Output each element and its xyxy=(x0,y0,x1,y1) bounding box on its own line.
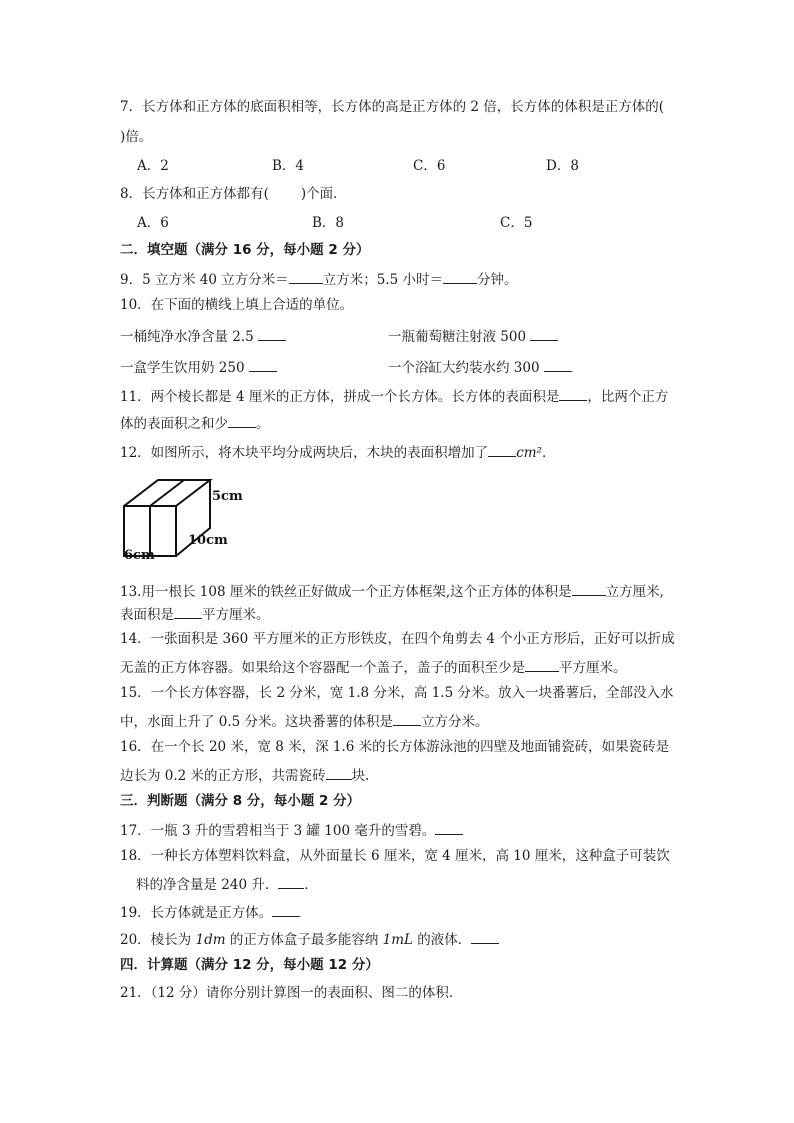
q10-item-4-text: 一个浴缸大约装水约 300 xyxy=(388,360,540,376)
q7-line2: )倍。 xyxy=(120,129,153,145)
q20-blank xyxy=(471,929,499,944)
q20-part1: 20．棱长为 xyxy=(120,932,196,948)
q13-part2: 立方厘米, xyxy=(605,584,664,600)
q15-blank xyxy=(393,711,421,726)
q8-option-a: A．6 xyxy=(137,215,169,231)
q14-part3: 平方厘米。 xyxy=(559,660,627,676)
q12-stem xyxy=(120,442,555,462)
q7-option-a: A．2 xyxy=(137,158,169,174)
q11-blank-1 xyxy=(559,386,587,401)
q15-line1: 15．一个长方体容器，长 2 分米，宽 1.8 分米，高 1.5 分米。放入一块番薯后，全部没入水 xyxy=(120,685,674,701)
q10-item-2 xyxy=(388,326,558,346)
q10-item-3-text: 一盒学生饮用奶 250 xyxy=(120,360,245,376)
q19-text: 19．长方体就是正方体。 xyxy=(120,905,273,921)
q10-item-3 xyxy=(120,357,277,377)
q10-item-2-text: 一瓶葡萄糖注射液 500 xyxy=(388,329,527,345)
q16-blank xyxy=(326,765,352,780)
q12-blank xyxy=(488,442,516,457)
q13-blank-1 xyxy=(572,581,606,596)
q7-option-d: D．8 xyxy=(546,158,579,174)
q15-part3: 立方分米。 xyxy=(421,714,489,730)
label-width: 6cm xyxy=(124,548,155,562)
q14-blank xyxy=(525,657,559,672)
label-height: 5cm xyxy=(212,489,243,504)
q16-part3: 块. xyxy=(351,768,370,784)
q9-blank-2 xyxy=(443,269,477,284)
q17-stem xyxy=(120,820,463,840)
q11-line2 xyxy=(120,413,270,433)
q9-part3: 分钟。 xyxy=(477,272,518,288)
q8-post: )个面． xyxy=(300,186,347,202)
q14-line1: 14．一张面积是 360 平方厘米的正方形铁皮，在四个角剪去 4 个小正方形后，正好可以折成 xyxy=(120,631,675,647)
q12-part1: 12．如图所示，将木块平均分成两块后，木块的表面积增加了 xyxy=(120,445,489,461)
q10-item-1-blank xyxy=(258,326,286,341)
q14-part2: 无盖的正方体容器。如果给这个容器配一个盖子，盖子的面积至少是 xyxy=(120,660,525,676)
q18-part2: 料的净含量是 240 升． xyxy=(136,877,279,893)
q10-item-4 xyxy=(388,357,572,377)
q17-blank xyxy=(435,820,463,835)
q10-title: 10．在下面的横线上填上合适的单位。 xyxy=(120,297,354,313)
q14-line2 xyxy=(120,657,627,677)
q16-part2: 边长为 0.2 米的正方形，共需瓷砖 xyxy=(120,768,326,784)
q9-blank-1 xyxy=(289,269,323,284)
q12-unit: cm² xyxy=(516,445,542,461)
q17-text: 17．一瓶 3 升的雪碧相当于 3 罐 100 毫升的雪碧。 xyxy=(120,823,436,839)
q13-line2 xyxy=(120,604,270,624)
q11-blank-2 xyxy=(228,413,256,428)
q15-line2 xyxy=(120,711,489,731)
label-length: 10cm xyxy=(188,533,228,548)
q16-line2 xyxy=(120,765,369,785)
q13-blank-2 xyxy=(174,604,202,619)
q9-stem xyxy=(120,269,518,289)
q18-line1: 18．一种长方体塑料饮料盒，从外面量长 6 厘米，宽 4 厘米，高 10 厘米，这种盒子可装饮 xyxy=(120,848,670,864)
section-calculation-title: 四．计算题（满分 12 分，每小题 12 分） xyxy=(120,957,379,973)
q9-part1: 9．5 立方米 40 立方分米＝ xyxy=(120,272,289,288)
q10-item-1-text: 一桶纯净水净含量 2.5 xyxy=(120,329,254,345)
q9-part2: 立方米；5.5 小时＝ xyxy=(322,272,443,288)
section-true-false-title: 三．判断题（满分 8 分，每小题 2 分） xyxy=(120,793,361,809)
q11-part3: 体的表面积之和少 xyxy=(120,416,228,432)
q21-stem: 21．（12 分）请你分别计算图一的表面积、图二的体积． xyxy=(120,985,463,1001)
q8-stem xyxy=(120,185,347,203)
q11-line1 xyxy=(120,386,668,406)
q13-part1: 13.用一根长 108 厘米的铁丝正好做成一个正方体框架,这个正方体的体积是 xyxy=(120,584,572,600)
q10-item-3-blank xyxy=(249,357,277,372)
q20-stem xyxy=(120,929,499,949)
q19-blank xyxy=(272,902,300,917)
q20-unit-2: 1mL xyxy=(382,932,413,948)
q20-unit-1: 1dm xyxy=(195,932,226,948)
q10-item-1 xyxy=(120,326,286,346)
q8-option-c: C．5 xyxy=(500,215,533,231)
q11-part2: ，比两个正方 xyxy=(587,389,669,405)
q18-blank xyxy=(278,874,304,889)
q16-line1: 16．在一个长 20 米，宽 8 米，深 1.6 米的长方体游泳池的四壁及地面铺瓷砖，如果瓷砖是 xyxy=(120,739,670,755)
q11-part4: 。 xyxy=(256,416,270,432)
q7-line1: 7．长方体和正方体的底面积相等，长方体的高是正方体的 2 倍，长方体的体积是正方体的( xyxy=(120,99,665,115)
q10-item-2-blank xyxy=(530,326,558,341)
q8-option-b: B．8 xyxy=(312,215,345,231)
q7-option-c: C．6 xyxy=(413,158,446,174)
q18-part3: ． xyxy=(304,877,318,893)
section-fill-blank-title: 二．填空题（满分 16 分，每小题 2 分） xyxy=(120,242,370,258)
q8-pre: 8．长方体和正方体都有( xyxy=(120,186,269,202)
q20-part2: 的正方体盒子最多能容纳 xyxy=(225,932,383,948)
q10-item-4-blank xyxy=(544,357,572,372)
q7-option-b: B．4 xyxy=(272,158,305,174)
cut-line-top xyxy=(150,480,184,506)
q12-wood-block-figure xyxy=(118,476,258,562)
q20-part3: 的液体． xyxy=(412,932,472,948)
q19-stem xyxy=(120,902,300,922)
q13-part3: 表面积是 xyxy=(120,607,174,623)
q13-line1 xyxy=(120,581,664,601)
q11-part1: 11．两个棱长都是 4 厘米的正方体，拼成一个长方体。长方体的表面积是 xyxy=(120,389,560,405)
q15-part2: 中，水面上升了 0.5 分米。这块番薯的体积是 xyxy=(120,714,394,730)
q12-part2: ． xyxy=(541,445,556,461)
q13-part4: 平方厘米。 xyxy=(202,607,270,623)
q18-line2 xyxy=(136,874,318,894)
